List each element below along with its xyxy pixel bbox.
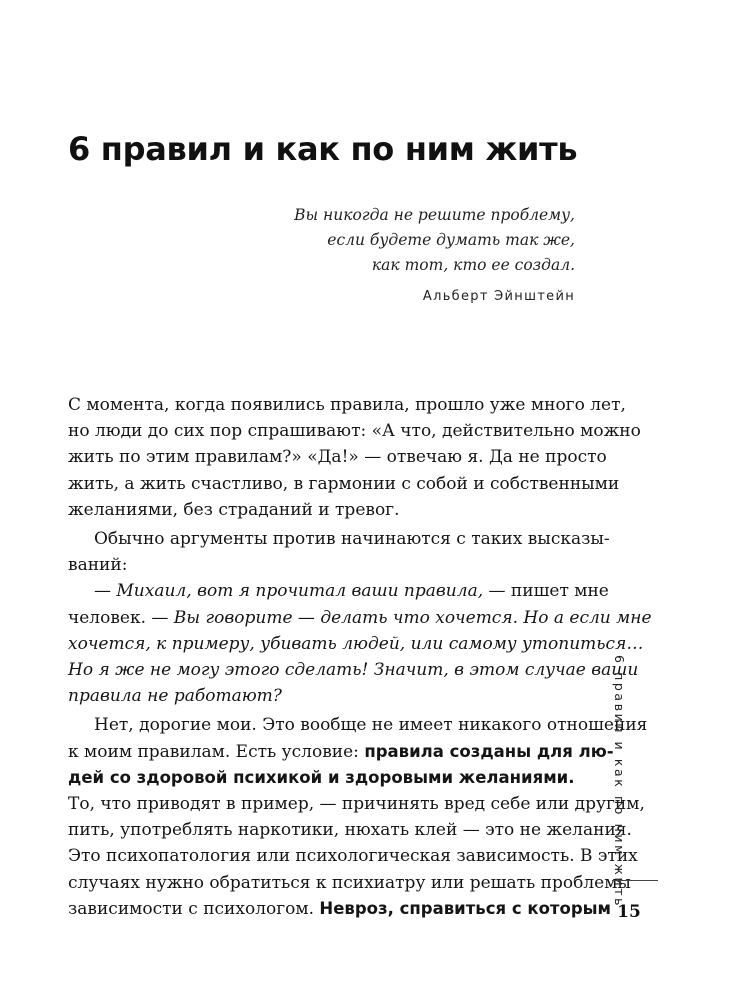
- text-line: Но я же не могу этого сделать! Значит, в этом случае ваши: [68, 660, 639, 681]
- text-line: пить, употреблять наркотики, нюхать клей — это не желания.: [68, 820, 632, 841]
- text-line: С момента, когда появились правила, прошло уже много лет,: [68, 395, 626, 415]
- text-line: желаниями, без страданий и тревог.: [68, 499, 400, 520]
- text-line: [68, 739, 614, 765]
- text-line: Обычно аргументы против начинаются с таких высказы-: [94, 529, 610, 550]
- text-line: [68, 578, 609, 604]
- page-number: 15: [617, 902, 641, 922]
- bold-text: Невроз, справиться с которым: [319, 898, 612, 918]
- italic-text: — Михаил, вот я прочитал ваши правила,: [94, 581, 484, 602]
- italic-text: — Вы говорите — делать что хочется. Но а если мне: [146, 607, 652, 628]
- epigraph-author: Альберт Эйнштейн: [422, 289, 575, 304]
- text-line: но люди до сих пор спрашивают: «А что, действительно можно: [68, 421, 641, 442]
- text-line: [68, 605, 652, 631]
- regular-text: зависимости с психологом.: [68, 898, 320, 919]
- bold-text: правила созданы для лю-: [364, 741, 614, 761]
- epigraph-line: если будете думать так же,: [327, 231, 575, 249]
- paragraph-2: [68, 526, 610, 578]
- epigraph-line: как тот, кто ее создал.: [371, 256, 575, 274]
- text-line: Это психопатология или психологическая зависимость. В этих: [68, 846, 638, 867]
- text-line: хочется, к примеру, убивать людей, или самому утопиться…: [68, 633, 644, 654]
- epigraph-line: Вы никогда не решите проблему,: [294, 206, 575, 224]
- chapter-title: 6 правил и как по ним жить: [68, 130, 578, 168]
- text-line: случаях нужно обратиться к психиатру или решать проблемы: [68, 872, 631, 893]
- paragraph-1: [68, 392, 641, 523]
- page-divider: [612, 880, 658, 881]
- text-line: дей со здоровой психикой и здоровыми желаниями.: [68, 767, 575, 787]
- paragraph-3: [68, 578, 652, 709]
- regular-text: к моим правилам. Есть условие:: [68, 741, 365, 762]
- text-line: жить, а жить счастливо, в гармонии с собой и собственными: [68, 473, 620, 494]
- running-head: 6 правил и как по ним жить: [612, 655, 627, 909]
- epigraph: [294, 203, 575, 304]
- regular-text: человек.: [68, 607, 146, 628]
- text-line: Нет, дорогие мои. Это вообще не имеет никакого отношения: [94, 715, 648, 736]
- regular-text: — пишет мне: [483, 581, 609, 602]
- text-line: То, что приводят в пример, — причинять вред себе или другим,: [68, 794, 645, 815]
- text-line: ваний:: [68, 555, 128, 576]
- text-line: жить по этим правилам?» «Да!» — отвечаю я. Да не просто: [68, 447, 607, 468]
- text-line: правила не работают?: [68, 686, 282, 707]
- text-line: [68, 896, 612, 922]
